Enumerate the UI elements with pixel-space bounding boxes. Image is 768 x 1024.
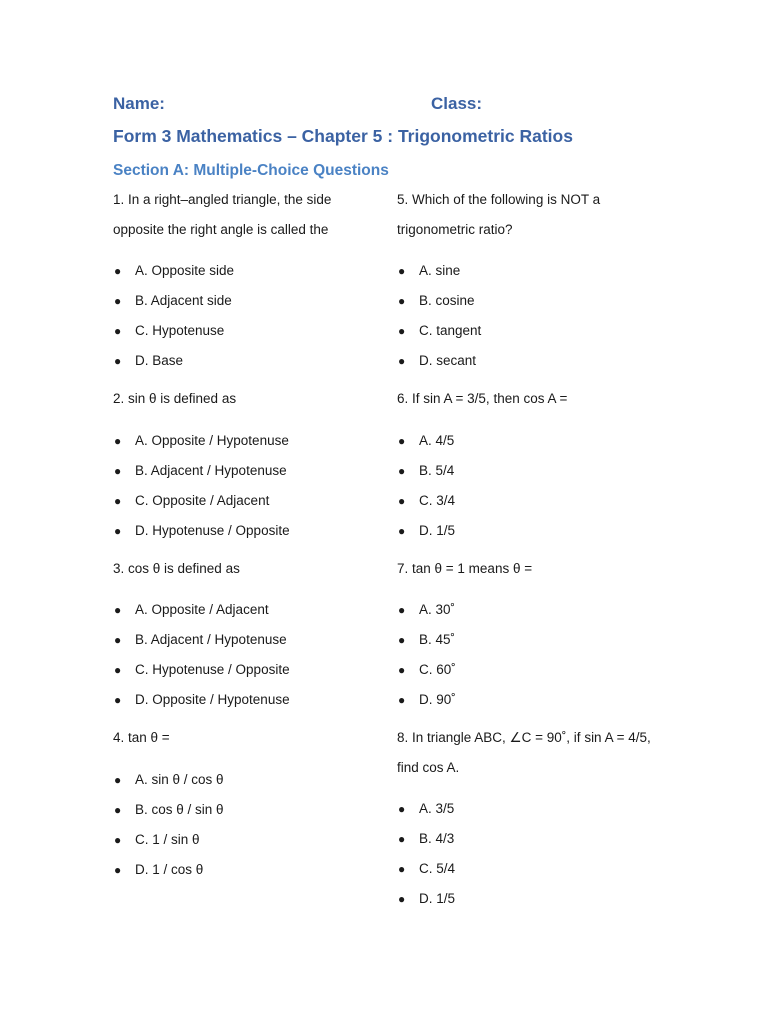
option-label: D. 1/5 (419, 891, 456, 906)
bullet-icon: ● (398, 832, 406, 846)
option-a (397, 256, 662, 286)
option-list (397, 256, 662, 376)
bullet-icon: ● (398, 354, 406, 368)
question-text: 7. tan θ = 1 means θ = (397, 560, 533, 576)
bullet-icon: ● (398, 493, 406, 508)
question-text: 4. tan θ = (113, 730, 170, 745)
option-d (113, 516, 378, 546)
option-a (397, 595, 662, 625)
question-text: 3. cos θ is defined as (113, 560, 240, 576)
option-label: B. 5/4 (419, 462, 455, 478)
bullet-icon: ● (114, 493, 122, 508)
bullet-icon: ● (114, 832, 122, 847)
option-label: D. Opposite / Hypotenuse (135, 692, 290, 707)
bullet-icon: ● (114, 324, 122, 338)
bullet-icon: ● (114, 633, 122, 647)
option-list (397, 595, 662, 715)
option-label: C. 5/4 (419, 861, 456, 876)
section-title: Section A: Multiple-Choice Questions (113, 162, 389, 179)
option-c (397, 486, 662, 516)
option-label: A. 4/5 (419, 432, 455, 448)
option-label: C. Hypotenuse (135, 323, 225, 338)
option-label: A. Opposite / Adjacent (135, 602, 269, 617)
option-label: D. Base (135, 353, 184, 368)
option-d (113, 346, 378, 376)
bullet-icon: ● (398, 324, 406, 338)
option-label: D. secant (419, 353, 477, 368)
bullet-icon: ● (398, 294, 406, 308)
option-b (113, 456, 378, 486)
question-text: 6. If sin A = 3/5, then cos A = (397, 391, 568, 406)
bullet-icon: ● (398, 633, 406, 647)
bullet-icon: ● (114, 433, 122, 448)
option-list (397, 426, 662, 546)
bullet-icon: ● (114, 663, 122, 677)
option-a (397, 426, 662, 456)
bullet-icon: ● (114, 294, 122, 308)
document-title: Form 3 Mathematics – Chapter 5 : Trigonometric Ratios (113, 126, 573, 146)
right-question-column (397, 185, 662, 922)
option-label: A. 30˚ (419, 602, 456, 617)
bullet-icon: ● (398, 523, 406, 538)
bullet-icon: ● (114, 354, 122, 368)
bullet-icon: ● (398, 433, 406, 448)
option-list (113, 426, 378, 546)
question-5 (397, 185, 662, 376)
question-text: 2. sin θ is defined as (113, 391, 237, 406)
option-b (397, 625, 662, 655)
option-label: A. Opposite side (135, 263, 235, 278)
option-b (397, 456, 662, 486)
name-label: Name: (113, 94, 165, 113)
option-label: C. Hypotenuse / Opposite (135, 662, 290, 677)
option-list (397, 794, 662, 914)
option-label: B. cosine (419, 293, 475, 308)
question-1 (113, 185, 378, 376)
question-2 (113, 384, 378, 546)
option-d (397, 346, 662, 376)
option-c (113, 486, 378, 516)
option-label: A. sin θ / cos θ (135, 771, 224, 787)
bullet-icon: ● (398, 663, 406, 677)
option-label: D. 90˚ (419, 692, 456, 707)
option-label: B. Adjacent / Hypotenuse (135, 632, 287, 647)
option-label: B. cos θ / sin θ (135, 801, 224, 817)
class-label: Class: (431, 94, 483, 113)
option-b (113, 286, 378, 316)
option-a (113, 595, 378, 625)
option-label: C. 60˚ (419, 662, 456, 677)
option-a (113, 256, 378, 286)
option-d (397, 516, 662, 546)
option-label: C. Opposite / Adjacent (135, 492, 270, 508)
option-b (113, 625, 378, 655)
option-b (113, 795, 378, 825)
bullet-icon: ● (398, 463, 406, 478)
question-7 (397, 554, 662, 716)
bullet-icon: ● (114, 523, 122, 538)
bullet-icon: ● (398, 802, 406, 816)
header-row (113, 94, 673, 118)
question-8 (397, 723, 662, 914)
option-label: B. 45˚ (419, 632, 456, 647)
bullet-icon: ● (114, 264, 122, 278)
option-list (113, 256, 378, 376)
bullet-icon: ● (398, 693, 406, 707)
option-label: A. 3/5 (419, 801, 455, 816)
question-text: 5. Which of the following is NOT a trigonometric ratio? (397, 192, 601, 237)
option-list (113, 595, 378, 715)
bullet-icon: ● (398, 892, 406, 906)
option-label: C. tangent (419, 323, 482, 338)
option-label: D. Hypotenuse / Opposite (135, 522, 290, 538)
option-d (113, 685, 378, 715)
bullet-icon: ● (398, 862, 406, 876)
option-label: B. Adjacent / Hypotenuse (135, 462, 287, 478)
option-c (397, 655, 662, 685)
option-c (113, 825, 378, 855)
question-text: 1. In a right–angled triangle, the side opposite the right angle is called the (113, 192, 332, 237)
option-label: B. Adjacent side (135, 293, 232, 308)
bullet-icon: ● (114, 603, 122, 617)
option-c (397, 316, 662, 346)
option-label: C. 1 / sin θ (135, 831, 200, 847)
option-c (397, 854, 662, 884)
option-c (113, 655, 378, 685)
option-d (113, 855, 378, 885)
option-label: B. 4/3 (419, 831, 455, 846)
question-3 (113, 554, 378, 716)
option-c (113, 316, 378, 346)
left-question-column (113, 185, 378, 893)
question-6 (397, 384, 662, 546)
option-b (397, 824, 662, 854)
option-list (113, 765, 378, 885)
option-d (397, 884, 662, 914)
bullet-icon: ● (114, 693, 122, 707)
bullet-icon: ● (114, 802, 122, 817)
option-label: D. 1/5 (419, 522, 456, 538)
option-a (397, 794, 662, 824)
option-a (113, 426, 378, 456)
question-text: 8. In triangle ABC, ∠C = 90˚, if sin A = 4/5, find cos A. (397, 730, 651, 775)
option-d (397, 685, 662, 715)
option-label: A. Opposite / Hypotenuse (135, 432, 289, 448)
option-b (397, 286, 662, 316)
bullet-icon: ● (114, 772, 122, 787)
option-label: D. 1 / cos θ (135, 861, 204, 877)
bullet-icon: ● (114, 463, 122, 478)
bullet-icon: ● (114, 862, 122, 877)
bullet-icon: ● (398, 264, 406, 278)
option-label: C. 3/4 (419, 492, 456, 508)
bullet-icon: ● (398, 603, 406, 617)
option-label: A. sine (419, 263, 461, 278)
question-4 (113, 723, 378, 885)
option-a (113, 765, 378, 795)
